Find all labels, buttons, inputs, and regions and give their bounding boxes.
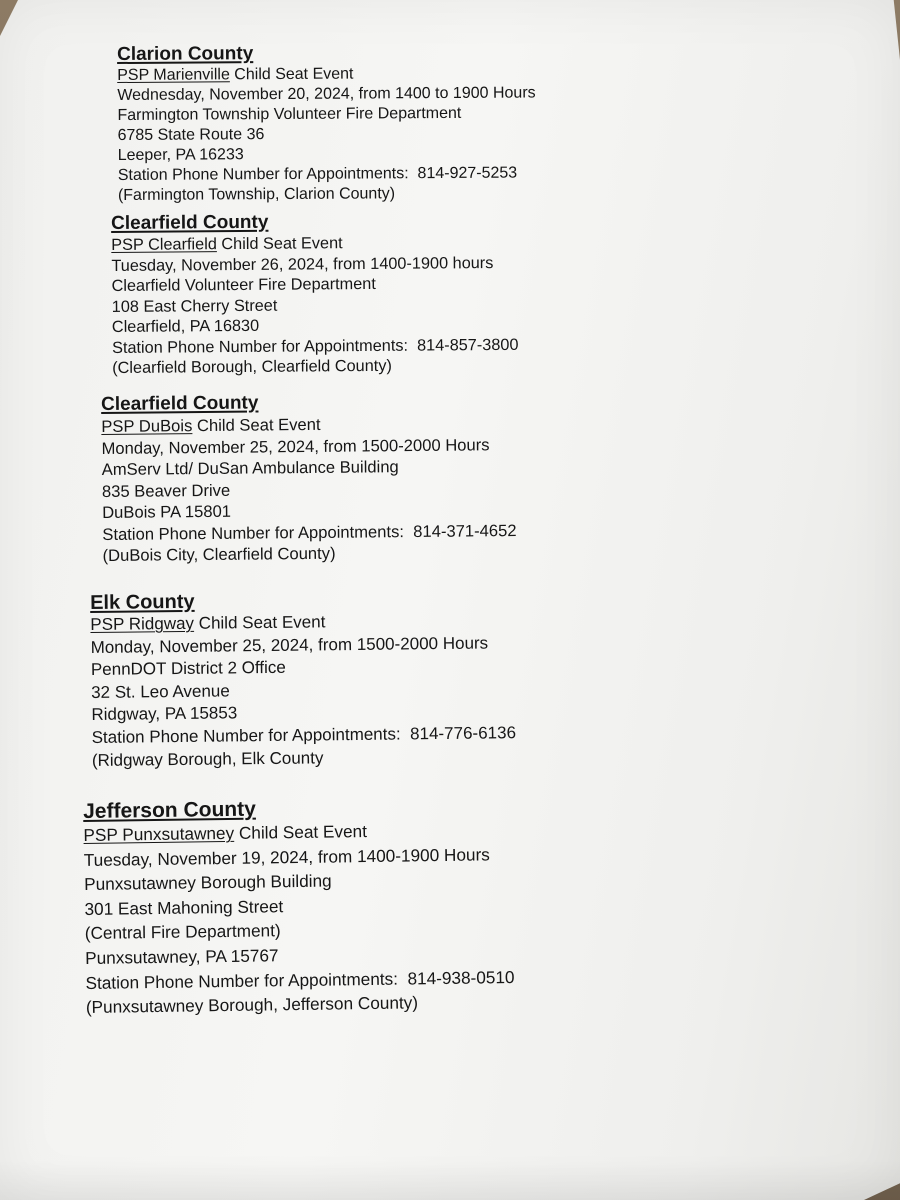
phone-label: Station Phone Number for Appointments: bbox=[102, 521, 405, 544]
phone-number: 814-857-3800 bbox=[416, 335, 519, 355]
phone-line bbox=[102, 520, 516, 545]
phone-number: 814-927-5253 bbox=[417, 164, 518, 183]
phone-label: Station Phone Number for Appointments: bbox=[111, 336, 409, 357]
station-name: PSP Clearfield bbox=[111, 235, 217, 254]
event-type: Child Seat Event bbox=[234, 65, 354, 84]
event-datetime: Tuesday, November 26, 2024, from 1400-1900 hours bbox=[111, 253, 494, 275]
address-line: Ridgway, PA 15853 bbox=[91, 703, 238, 725]
county-heading: Elk County bbox=[90, 590, 195, 614]
event-location: PennDOT District 2 Office bbox=[90, 657, 286, 680]
phone-line bbox=[112, 334, 519, 358]
county-heading: Clearfield County bbox=[101, 392, 259, 415]
event-entry-clarion bbox=[117, 41, 536, 206]
station-name: PSP Ridgway bbox=[90, 613, 195, 634]
county-heading: Clarion County bbox=[117, 43, 254, 65]
event-entry-clearfield bbox=[111, 210, 519, 379]
address-line: (Central Fire Department) bbox=[84, 920, 281, 944]
phone-number: 814-776-6136 bbox=[409, 723, 517, 744]
address-line: 301 East Mahoning Street bbox=[84, 895, 284, 919]
station-name: PSP Punxsutawney bbox=[83, 822, 235, 845]
phone-number: 814-938-0510 bbox=[407, 966, 515, 989]
county-heading: Jefferson County bbox=[82, 797, 256, 823]
event-entry-jefferson bbox=[83, 795, 515, 1020]
event-datetime: Monday, November 25, 2024, from 1500-2000 Hours bbox=[90, 633, 489, 657]
phone-line bbox=[92, 722, 517, 749]
event-location: Farmington Township Volunteer Fire Department bbox=[117, 104, 462, 124]
event-entry-dubois bbox=[101, 390, 517, 566]
address-line: Clearfield, PA 16830 bbox=[111, 316, 260, 336]
event-type: Child Seat Event bbox=[198, 612, 326, 633]
phone-label: Station Phone Number for Appointments: bbox=[91, 724, 401, 747]
jurisdiction: (Punxsutawney Borough, Jefferson County) bbox=[85, 992, 419, 1018]
jurisdiction: (Clearfield Borough, Clearfield County) bbox=[112, 356, 392, 377]
event-datetime: Tuesday, November 19, 2024, from 1400-1900 Hours bbox=[83, 843, 490, 870]
station-name: PSP DuBois bbox=[101, 416, 193, 436]
phone-label: Station Phone Number for Appointments: bbox=[117, 165, 409, 184]
address-line: 32 St. Leo Avenue bbox=[91, 681, 230, 702]
phone-number: 814-371-4652 bbox=[413, 520, 517, 541]
phone-line bbox=[118, 163, 536, 186]
event-location: Punxsutawney Borough Building bbox=[84, 870, 332, 895]
event-location: Clearfield Volunteer Fire Department bbox=[111, 274, 376, 295]
event-type: Child Seat Event bbox=[238, 821, 368, 843]
event-datetime: Monday, November 25, 2024, from 1500-2000 Hours bbox=[101, 434, 490, 458]
event-datetime: Wednesday, November 20, 2024, from 1400 to 1900 Hours bbox=[117, 84, 536, 104]
event-location: AmServ Ltd/ DuSan Ambulance Building bbox=[101, 457, 399, 479]
address-line: Leeper, PA 16233 bbox=[117, 146, 244, 164]
jurisdiction: (Ridgway Borough, Elk County bbox=[91, 747, 324, 770]
county-heading: Clearfield County bbox=[111, 211, 269, 234]
address-line: 835 Beaver Drive bbox=[101, 480, 231, 501]
event-type: Child Seat Event bbox=[196, 414, 321, 436]
jurisdiction: (Farmington Township, Clarion County) bbox=[117, 185, 396, 204]
event-entry-elk bbox=[90, 587, 516, 772]
address-line: Punxsutawney, PA 15767 bbox=[85, 945, 279, 968]
address-line: DuBois PA 15801 bbox=[102, 501, 232, 522]
event-type: Child Seat Event bbox=[221, 234, 343, 254]
jurisdiction: (DuBois City, Clearfield County) bbox=[102, 543, 336, 565]
station-name: PSP Marienville bbox=[117, 66, 230, 84]
station-line bbox=[117, 63, 535, 86]
address-line: 108 East Cherry Street bbox=[111, 296, 278, 316]
phone-label: Station Phone Number for Appointments: bbox=[85, 968, 399, 993]
address-line: 6785 State Route 36 bbox=[117, 126, 265, 144]
